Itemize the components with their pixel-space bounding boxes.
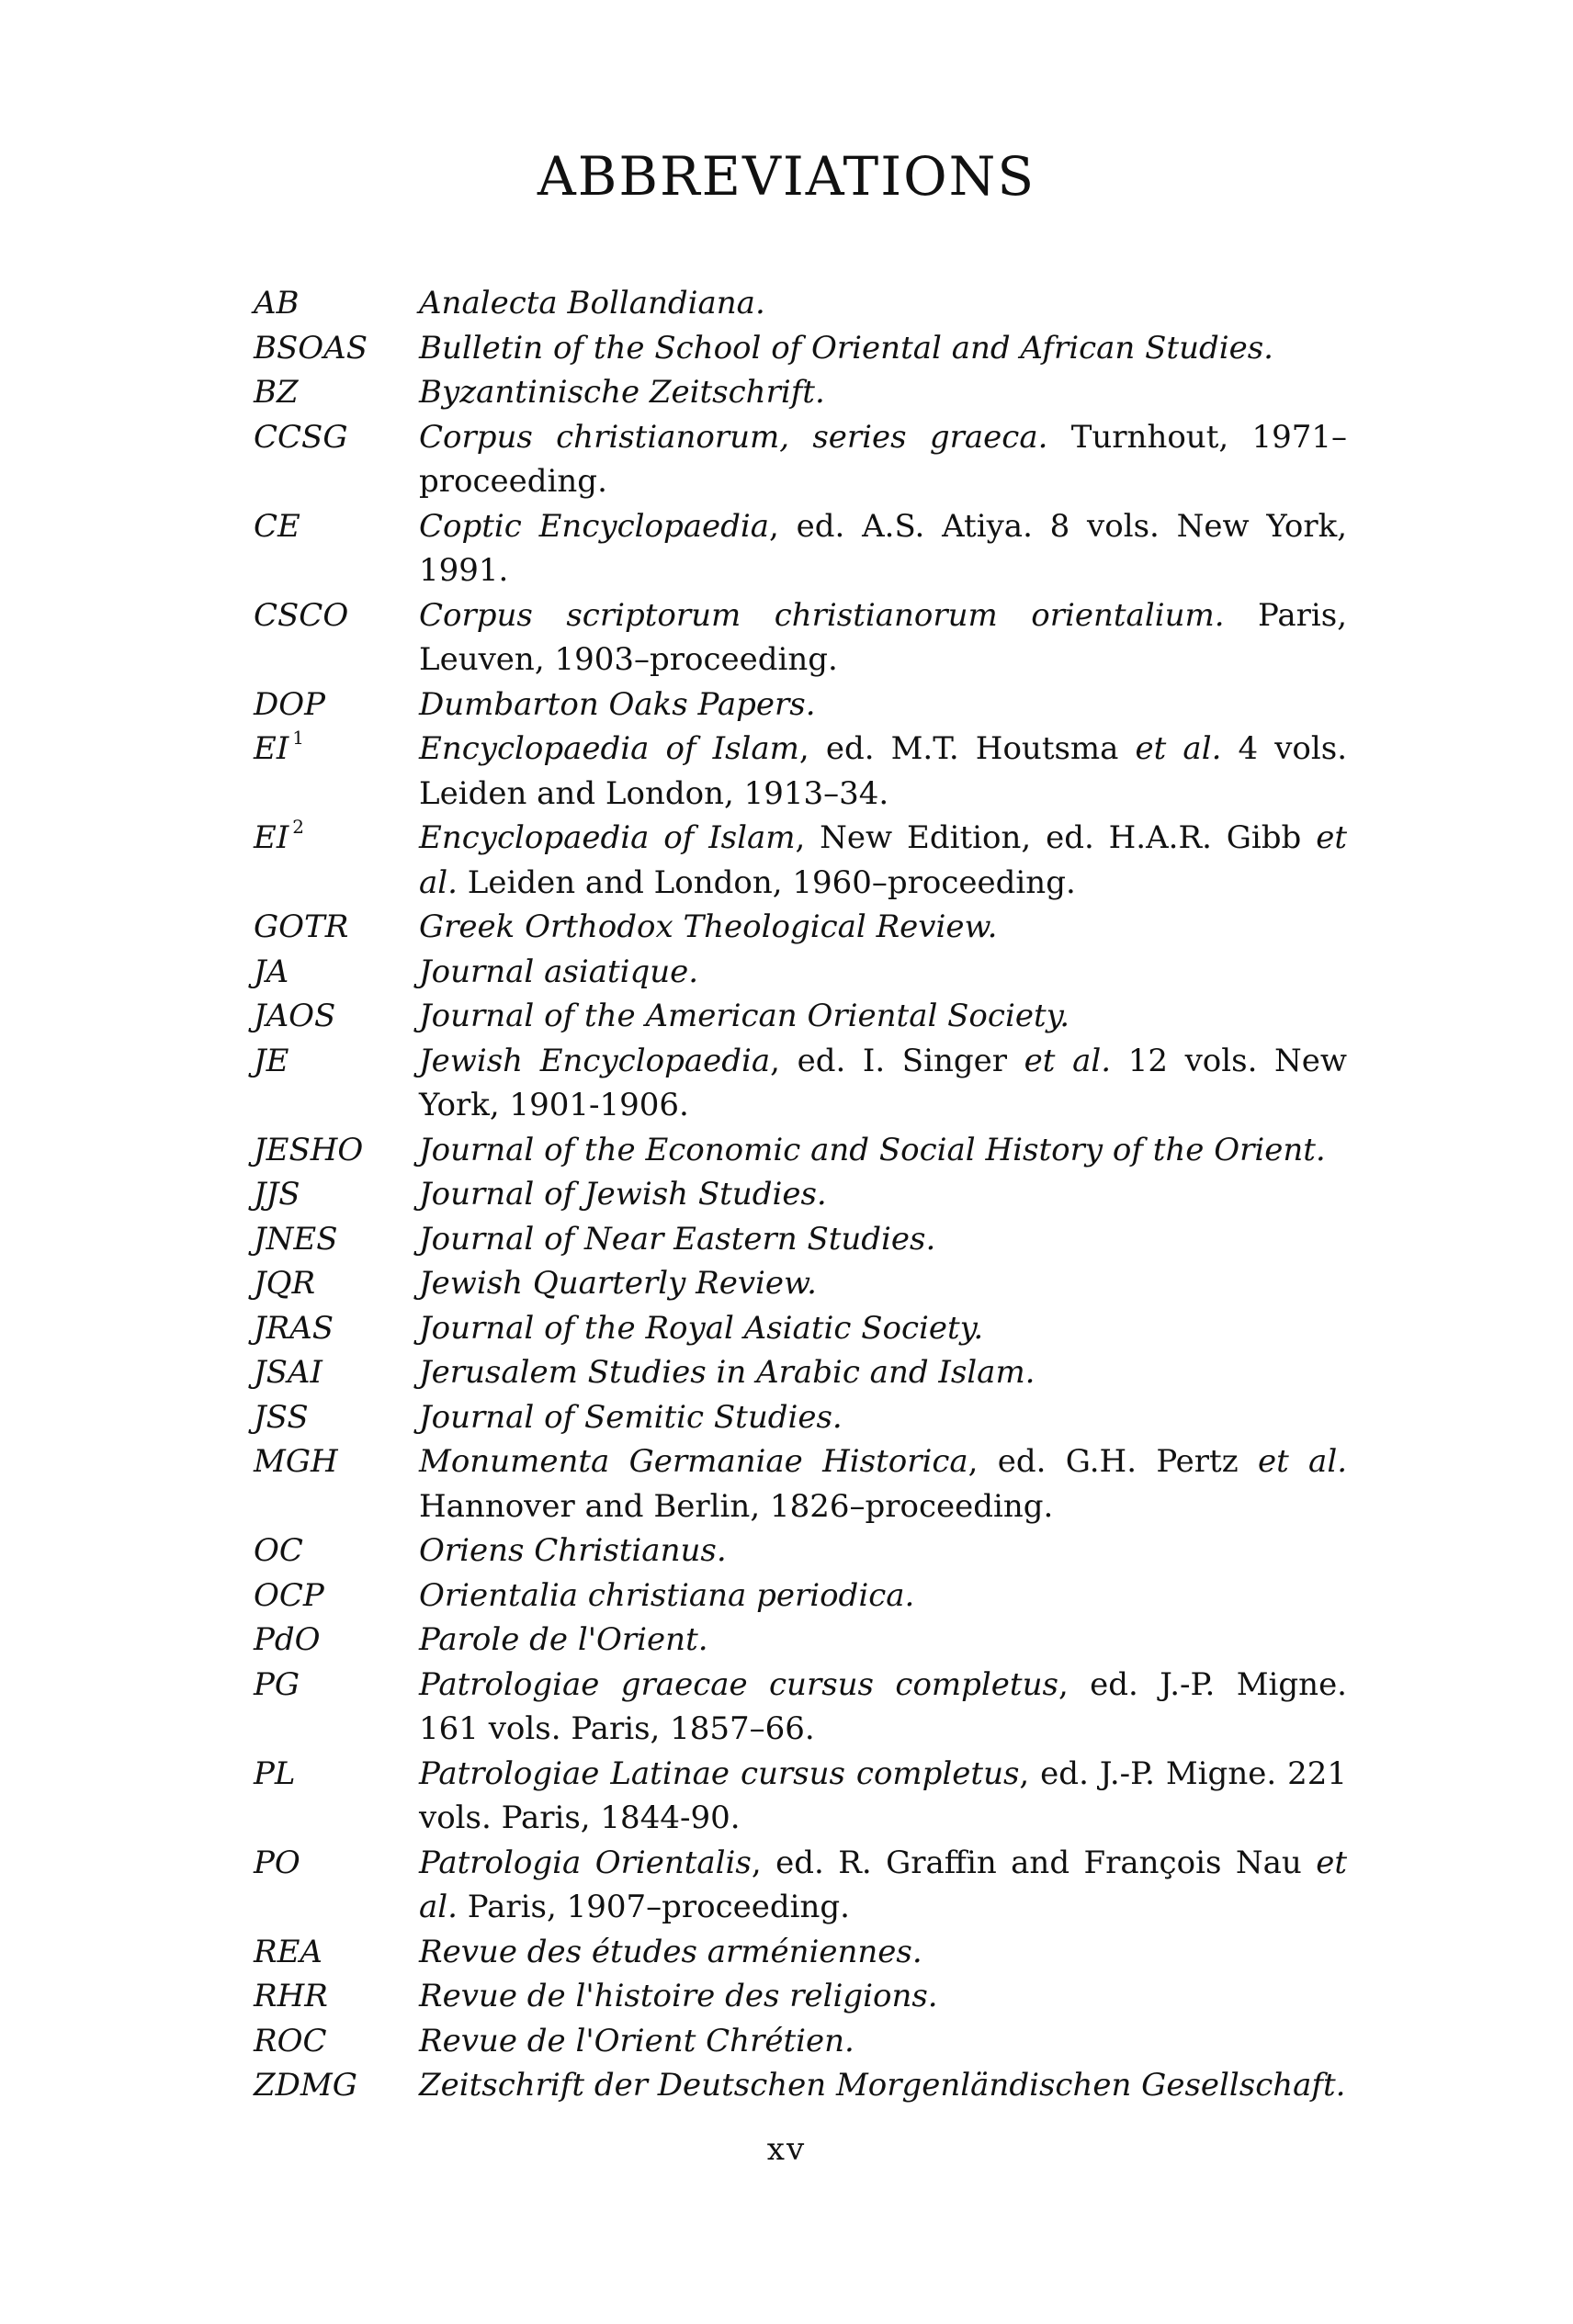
abbreviation-expansion	[419, 994, 1347, 1039]
list-item	[254, 2019, 1347, 2064]
abbreviation-expansion	[419, 1350, 1347, 1395]
list-item	[254, 1529, 1347, 1574]
list-item	[254, 1217, 1347, 1262]
list-item	[254, 2063, 1347, 2108]
abbreviation-text: BSOAS	[254, 329, 368, 367]
publication-title: Monumenta Germaniae Historica	[419, 1443, 968, 1480]
publication-title: Parole de l'Orient.	[419, 1621, 708, 1658]
publication-title: Jewish Encyclopaedia	[419, 1042, 771, 1079]
abbreviation-text: OC	[254, 1532, 303, 1569]
abbreviation-expansion	[419, 1039, 1347, 1128]
list-item	[254, 1261, 1347, 1306]
abbreviation-expansion	[419, 1306, 1347, 1351]
publication-title: Journal asiatique.	[419, 953, 699, 990]
abbreviation	[254, 326, 419, 371]
et-al: et al.	[1024, 1042, 1112, 1079]
abbreviation-text: JE	[254, 1042, 289, 1079]
abbreviation-text: PL	[254, 1754, 296, 1792]
abbreviation-text: EI	[254, 730, 289, 767]
publication-title: Revue de l'Orient Chrétien.	[419, 2022, 854, 2059]
page-number: xv	[766, 2131, 807, 2168]
abbreviation-text: BZ	[254, 374, 299, 411]
abbreviation	[254, 994, 419, 1039]
list-item	[254, 1752, 1347, 1841]
publication-title: Jewish Quarterly Review.	[419, 1265, 817, 1302]
list-item	[254, 1439, 1347, 1529]
list-item	[254, 1128, 1347, 1173]
list-item	[254, 281, 1347, 326]
list-item	[254, 727, 1347, 816]
publication-title: Corpus christianorum, series graeca.	[419, 418, 1048, 456]
publication-title: Journal of Jewish Studies.	[419, 1176, 827, 1213]
abbreviation-text: OCP	[254, 1576, 324, 1614]
abbreviation	[254, 593, 419, 638]
abbreviation-text: JA	[254, 953, 289, 990]
abbreviation-expansion	[419, 727, 1347, 816]
abbreviation-text: DOP	[254, 685, 326, 723]
publication-title: Encyclopaedia of Islam	[419, 819, 796, 856]
abbreviation	[254, 1261, 419, 1306]
list-item	[254, 1172, 1347, 1217]
abbreviation-expansion	[419, 1261, 1347, 1306]
list-item	[254, 1306, 1347, 1351]
publication-details: , ed. A.S. Atiya. 8 vols. New York, 1991.	[419, 507, 1348, 589]
abbreviation	[254, 370, 419, 415]
abbreviation-text: EI	[254, 819, 289, 856]
abbreviation	[254, 1529, 419, 1574]
publication-title: Patrologiae Latinae cursus completus	[419, 1754, 1020, 1792]
publication-title: Journal of the American Oriental Society.	[419, 998, 1070, 1034]
abbreviation-expansion	[419, 281, 1347, 326]
abbreviation	[254, 1039, 419, 1084]
edition-superscript: 2	[292, 815, 304, 838]
abbreviation-expansion	[419, 415, 1347, 504]
abbreviation	[254, 1618, 419, 1663]
abbreviation-text: MGH	[254, 1443, 338, 1480]
publication-title: Encyclopaedia of Islam	[419, 730, 799, 767]
publication-details: , ed. J.-P. Migne. 221 vols. Paris, 1844-90.	[419, 1754, 1347, 1836]
abbreviation-text: AB	[254, 285, 300, 322]
list-item	[254, 683, 1347, 728]
publication-title: Journal of the Economic and Social History of the Orient.	[419, 1131, 1326, 1168]
abbreviation-expansion	[419, 1439, 1347, 1529]
publication-title: Bulletin of the School of Oriental and African Studies.	[419, 329, 1273, 367]
publication-title: Patrologia Orientalis	[419, 1844, 752, 1881]
abbreviation-text: CSCO	[254, 596, 349, 634]
abbreviation	[254, 1395, 419, 1440]
abbreviation	[254, 1841, 419, 1886]
abbreviation-text: JSAI	[254, 1354, 323, 1391]
abbreviation	[254, 727, 419, 772]
publication-details: Turnhout, 1971–proceeding.	[419, 418, 1348, 500]
edition-superscript: 1	[292, 726, 304, 749]
et-al: et al.	[419, 1844, 1347, 1925]
abbreviation-text: ROC	[254, 2022, 327, 2059]
abbreviation-expansion	[419, 1618, 1347, 1663]
list-item	[254, 1930, 1347, 1975]
abbreviation-list	[254, 281, 1347, 2108]
publication-title: Revue de l'histoire des religions.	[419, 1978, 938, 2014]
publication-details: , ed. R. Graffin and François Nau	[751, 1844, 1317, 1881]
publication-title: Journal of Semitic Studies.	[419, 1398, 843, 1436]
publication-title: Analecta Bollandiana.	[419, 285, 765, 322]
abbreviation	[254, 1752, 419, 1797]
list-item	[254, 504, 1347, 593]
abbreviation	[254, 1350, 419, 1395]
abbreviation-text: ZDMG	[254, 2067, 357, 2104]
abbreviation	[254, 504, 419, 549]
list-item	[254, 994, 1347, 1039]
publication-details: , ed. J.-P. Migne. 161 vols. Paris, 1857–66.	[419, 1665, 1347, 1747]
abbreviation-expansion	[419, 1128, 1347, 1173]
list-item	[254, 1395, 1347, 1440]
publication-title: Dumbarton Oaks Papers.	[419, 685, 816, 723]
abbreviation	[254, 1172, 419, 1217]
abbreviation-expansion	[419, 593, 1347, 683]
list-item	[254, 1039, 1347, 1128]
list-item	[254, 415, 1347, 504]
abbreviation-expansion	[419, 1529, 1347, 1574]
abbreviation-text: PdO	[254, 1621, 321, 1658]
publication-title: Journal of the Royal Asiatic Society.	[419, 1309, 984, 1347]
abbreviation-text: JSS	[254, 1398, 309, 1436]
list-item	[254, 905, 1347, 950]
abbreviation-expansion	[419, 326, 1347, 371]
publication-details: Leiden and London, 1960–proceeding.	[457, 863, 1076, 901]
list-item	[254, 326, 1347, 371]
abbreviation-expansion	[419, 504, 1347, 593]
abbreviation	[254, 1574, 419, 1619]
abbreviation	[254, 1663, 419, 1708]
list-item	[254, 816, 1347, 905]
abbreviation	[254, 1974, 419, 2019]
abbreviation-expansion	[419, 683, 1347, 728]
publication-title: Greek Orthodox Theological Review.	[419, 908, 998, 945]
abbreviation	[254, 1306, 419, 1351]
abbreviation-expansion	[419, 1841, 1347, 1930]
publication-details: , ed. G.H. Pertz	[968, 1443, 1258, 1480]
publication-title: Journal of Near Eastern Studies.	[419, 1220, 936, 1258]
abbreviation	[254, 2063, 419, 2108]
abbreviation-text: JESHO	[254, 1131, 364, 1168]
abbreviation-expansion	[419, 1574, 1347, 1619]
abbreviation-text: JQR	[254, 1265, 316, 1302]
publication-details: , New Edition, ed. H.A.R. Gibb	[795, 819, 1317, 856]
publication-title: Byzantinische Zeitschrift.	[419, 374, 825, 411]
abbreviation-text: RHR	[254, 1978, 328, 2014]
et-al: et al.	[419, 819, 1347, 901]
publication-details: Hannover and Berlin, 1826–proceeding.	[419, 1487, 1054, 1525]
abbreviation-text: PG	[254, 1665, 300, 1703]
abbreviation-text: JJS	[254, 1176, 300, 1213]
abbreviation-expansion	[419, 905, 1347, 950]
abbreviation	[254, 816, 419, 861]
abbreviation-text: JNES	[254, 1220, 338, 1258]
list-item	[254, 1618, 1347, 1663]
abbreviation	[254, 415, 419, 460]
abbreviation-text: REA	[254, 1933, 323, 1970]
abbreviation-expansion	[419, 950, 1347, 995]
abbreviation-expansion	[419, 1172, 1347, 1217]
publication-title: Orientalia christiana periodica.	[419, 1576, 915, 1614]
publication-title: Corpus scriptorum christianorum orientalium.	[419, 596, 1225, 634]
abbreviation-expansion	[419, 1217, 1347, 1262]
publication-title: Revue des études arméniennes.	[419, 1933, 922, 1970]
list-item	[254, 593, 1347, 683]
publication-details: 12 vols. New York, 1901-1906.	[419, 1042, 1348, 1123]
page-title: ABBREVIATIONS	[537, 145, 1036, 208]
publication-details: 4 vols. Leiden and London, 1913–34.	[419, 730, 1347, 812]
abbreviation	[254, 1128, 419, 1173]
list-item	[254, 950, 1347, 995]
abbreviation	[254, 2019, 419, 2064]
abbreviation-expansion	[419, 1663, 1347, 1752]
publication-title: Patrologiae graecae cursus completus	[419, 1665, 1058, 1703]
publication-details: Paris, Leuven, 1903–proceeding.	[419, 596, 1347, 678]
list-item	[254, 1841, 1347, 1930]
et-al: et al.	[1257, 1443, 1348, 1480]
abbreviation	[254, 1930, 419, 1975]
list-item	[254, 1974, 1347, 2019]
publication-details: Paris, 1907–proceeding.	[457, 1889, 850, 1925]
publication-title: Jerusalem Studies in Arabic and Islam.	[419, 1354, 1035, 1391]
abbreviation-expansion	[419, 2063, 1347, 2108]
list-item	[254, 1350, 1347, 1395]
publication-title: Coptic Encyclopaedia	[419, 507, 770, 545]
publication-details: , ed. I. Singer	[770, 1042, 1024, 1079]
abbreviation-text: CE	[254, 507, 300, 545]
list-item	[254, 370, 1347, 415]
abbreviation-expansion	[419, 1974, 1347, 2019]
abbreviation-expansion	[419, 1930, 1347, 1975]
abbreviation	[254, 683, 419, 728]
et-al: et al.	[1135, 730, 1222, 767]
abbreviation-expansion	[419, 1752, 1347, 1841]
abbreviation-text: GOTR	[254, 908, 349, 945]
abbreviation	[254, 281, 419, 326]
publication-title: Zeitschrift der Deutschen Morgenländischen Gesellschaft.	[419, 2067, 1346, 2104]
abbreviation	[254, 905, 419, 950]
list-item	[254, 1574, 1347, 1619]
abbreviation-expansion	[419, 2019, 1347, 2064]
abbreviation-expansion	[419, 816, 1347, 905]
publication-details: , ed. M.T. Houtsma	[798, 730, 1136, 767]
abbreviation-text: JAOS	[254, 998, 336, 1034]
abbreviation	[254, 1217, 419, 1262]
abbreviation-expansion	[419, 370, 1347, 415]
abbreviation-expansion	[419, 1395, 1347, 1440]
abbreviation-text: PO	[254, 1844, 300, 1881]
abbreviation	[254, 950, 419, 995]
list-item	[254, 1663, 1347, 1752]
abbreviation-text: CCSG	[254, 418, 348, 456]
publication-title: Oriens Christianus.	[419, 1532, 727, 1569]
abbreviation	[254, 1439, 419, 1484]
abbreviation-text: JRAS	[254, 1309, 334, 1347]
